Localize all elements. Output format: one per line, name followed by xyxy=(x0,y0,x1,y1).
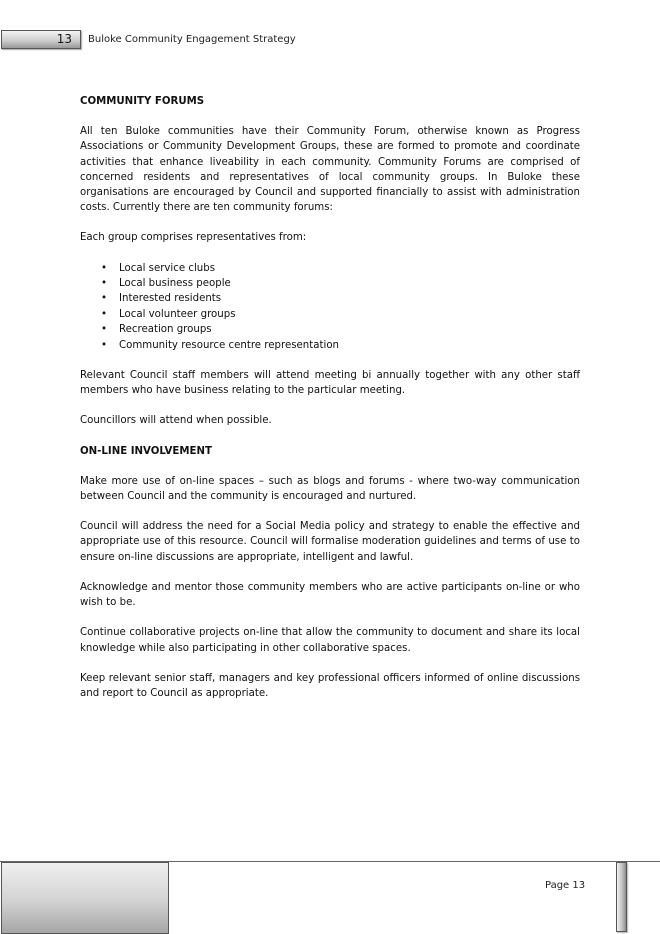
list-item-text: Interested residents xyxy=(119,293,222,305)
footer-decorative-box xyxy=(1,862,169,934)
list-item xyxy=(101,307,580,322)
paragraph-community-forums-intro: All ten Buloke communities have their Community Forum, otherwise known as Progress Associations or Community Development Groups, these are formed to promote and coordinate activities that enhance liveability in each community. Community Forums are comprised of concerned residents and representatives of local community groups. In Buloke these organisations are encouraged by Council and supported financially to assist with administration costs. Currently there are ten community forums: xyxy=(80,126,580,214)
footer-page-number: Page 13 xyxy=(545,880,586,891)
header-document-title: Buloke Community Engagement Strategy xyxy=(88,34,296,45)
bullet-icon: • xyxy=(101,262,108,274)
list-item-text: Local service clubs xyxy=(119,262,216,274)
bullet-icon: • xyxy=(101,324,108,336)
list-item-text: Recreation groups xyxy=(119,324,212,336)
list-item xyxy=(101,276,580,291)
header-page-tab xyxy=(1,30,81,49)
list-item xyxy=(101,322,580,337)
paragraph-social-media-policy: Council will address the need for a Social Media policy and strategy to enable the effective and appropriate use of this resource. Council will formalise moderation guidelines and terms of use to ensure on-line discussions are appropriate, intelligent and lawful. xyxy=(80,521,580,563)
list-item xyxy=(101,261,580,276)
page-content xyxy=(80,94,580,716)
paragraph-staff-attendance: Relevant Council staff members will attend meeting bi annually together with any other staff members who have business relating to the particular meeting. xyxy=(80,370,580,397)
bullet-icon: • xyxy=(101,339,108,351)
paragraph-group-representatives: Each group comprises representatives from: xyxy=(80,232,307,244)
representatives-list xyxy=(80,261,580,353)
section-heading-online-involvement: ON-LINE INVOLVEMENT xyxy=(80,445,212,457)
list-item-text: Local business people xyxy=(119,278,231,290)
bullet-icon: • xyxy=(101,293,108,305)
paragraph-councillors-attendance: Councillors will attend when possible. xyxy=(80,415,272,427)
list-item-text: Local volunteer groups xyxy=(119,308,236,320)
paragraph-mentor-members: Acknowledge and mentor those community members who are active participants on-line or who wish to be. xyxy=(80,581,580,609)
bullet-icon: • xyxy=(101,308,108,320)
list-item xyxy=(101,338,580,353)
paragraph-inform-staff: Keep relevant senior staff, managers and key professional officers informed of online discussions and report to Council as appropriate. xyxy=(80,672,580,699)
paragraph-collaborative-projects: Continue collaborative projects on-line that allow the community to document and share its local knowledge while also participating in other collaborative spaces. xyxy=(80,627,580,654)
list-item-text: Community resource centre representation xyxy=(119,339,340,351)
list-item xyxy=(101,291,580,306)
footer-decorative-bar xyxy=(616,862,627,932)
paragraph-online-spaces: Make more use of on-line spaces – such as blogs and forums - where two-way communication between Council and the community is encouraged and nurtured. xyxy=(80,475,580,503)
section-heading-community-forums: COMMUNITY FORUMS xyxy=(80,96,205,107)
bullet-icon: • xyxy=(101,278,108,290)
header-page-number: 13 xyxy=(56,32,72,46)
